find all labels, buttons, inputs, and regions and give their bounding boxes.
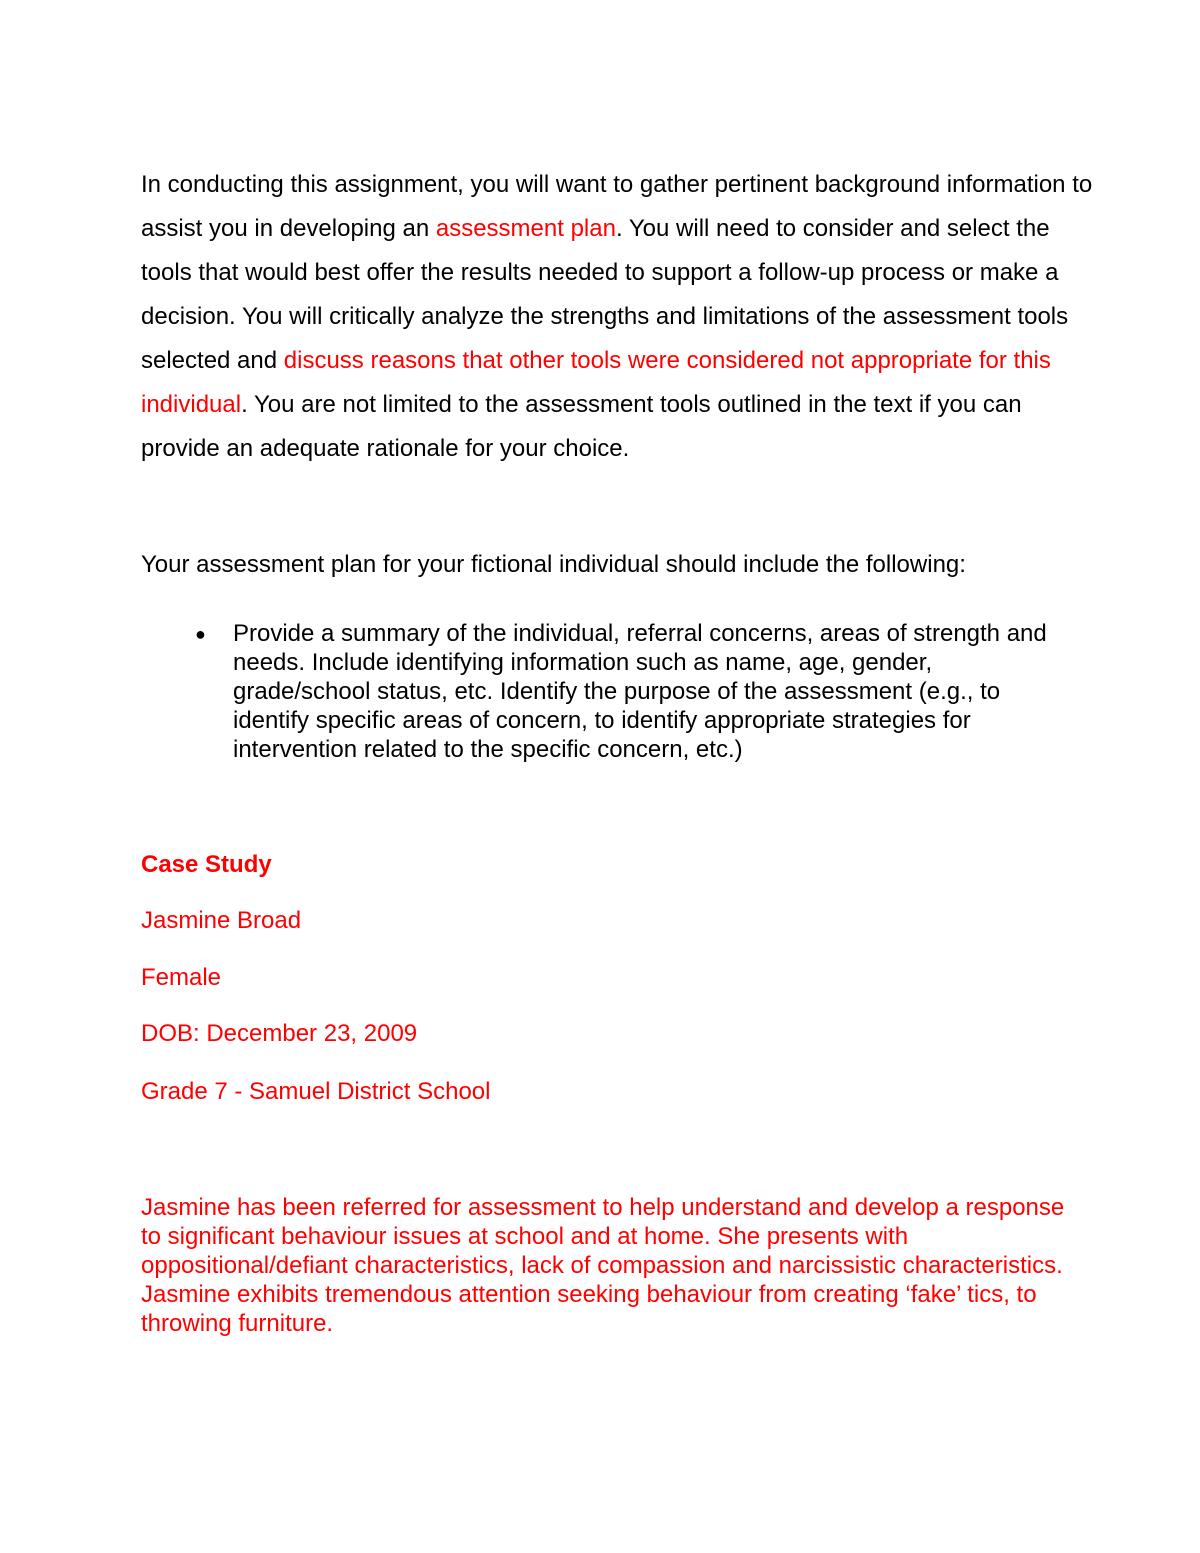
intro-paragraph <box>141 163 1101 471</box>
intro-text-1: In conducting this assignment, you will want to gather pertinent background information to assist you in developing an <box>141 171 1093 242</box>
intro-highlight-discuss-reasons: discuss reasons that other tools were considered not appropriate for this individual <box>141 347 1051 418</box>
plan-prompt: Your assessment plan for your fictional individual should include the following: <box>141 551 966 578</box>
list-item-text: Provide a summary of the individual, referral concerns, areas of strength and needs. Include identifying information such as name, age, gender, grade/school status, etc. Identify the purpose of the assessment (e.g., to identify specific areas of concern, to identify appropriate strategies for intervention related to the specific concern, etc.) <box>233 620 1047 763</box>
case-dob: DOB: December 23, 2009 <box>141 1020 418 1047</box>
case-study-title: Case Study <box>141 851 272 878</box>
intro-text-2: . You will need to consider and select the tools that would best offer the results needed to support a follow-up process or make a decision. You will critically analyze the strengths and limitations of the assessment tools selected and <box>141 215 1069 374</box>
list-item <box>195 619 1095 764</box>
intro-text-3: . You are not limited to the assessment tools outlined in the text if you can provide an adequate rationale for your choice. <box>141 391 1022 462</box>
intro-highlight-assessment-plan: assessment plan <box>435 215 616 242</box>
case-narrative: Jasmine has been referred for assessment to help understand and develop a response to significant behaviour issues at school and at home. She presents with oppositional/defiant characteristics, lack of compassion and narcissistic characteristics. Jasmine exhibits tremendous attention seeking behaviour from creating ‘fake’ tics, to throwing furniture. <box>141 1194 1065 1337</box>
requirements-list <box>195 619 1095 764</box>
case-name: Jasmine Broad <box>141 907 302 934</box>
case-gender: Female <box>141 964 222 991</box>
case-grade: Grade 7 - Samuel District School <box>141 1078 491 1105</box>
bullet-icon: ● <box>195 624 206 644</box>
